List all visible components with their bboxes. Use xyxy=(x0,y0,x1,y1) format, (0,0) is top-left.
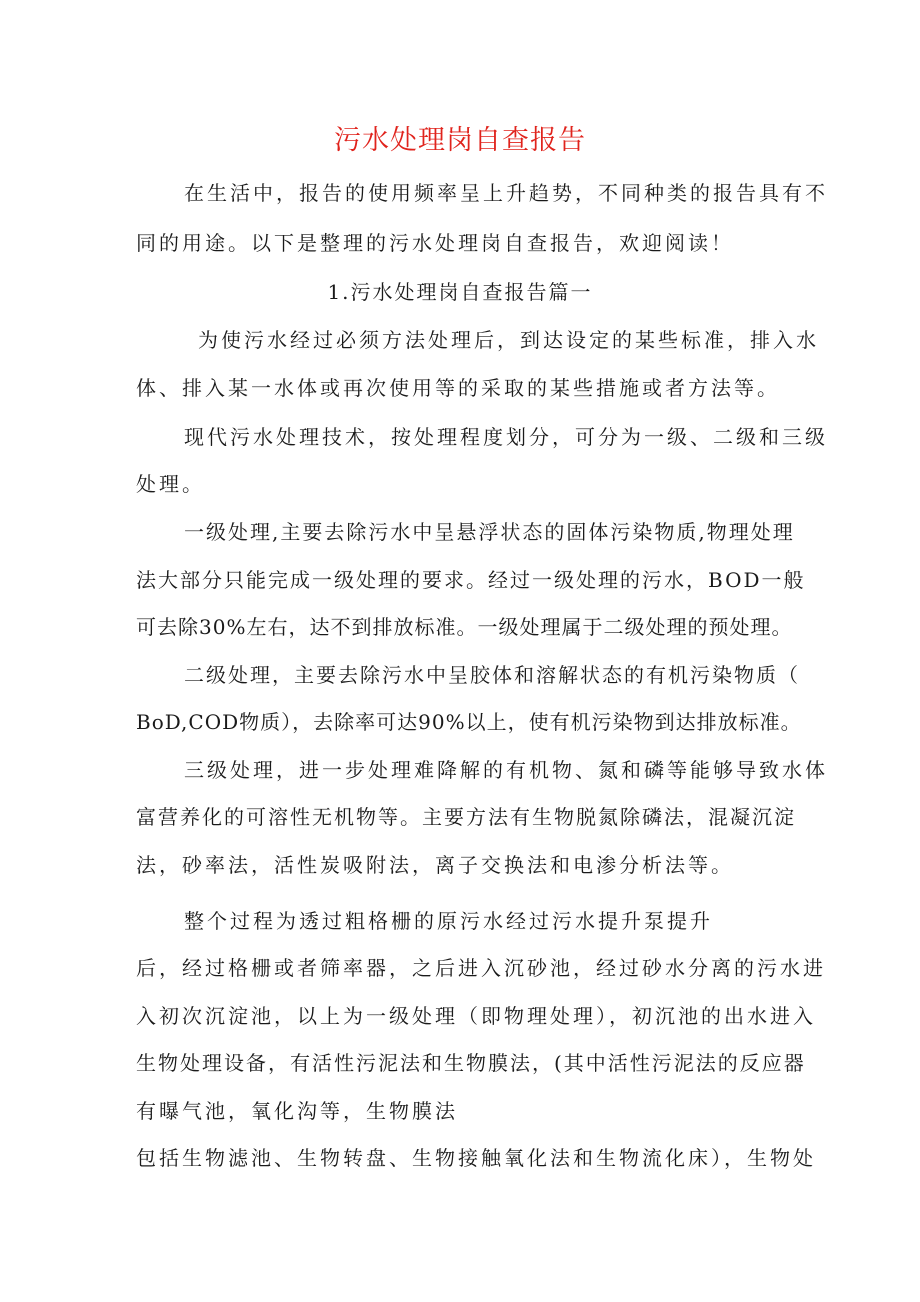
para6-line-2: 后，经过格栅或者筛率器，之后进入沉砂池，经过砂水分离的污水进 xyxy=(136,956,826,980)
para1-line-1: 为使污水经过必须方法处理后，到达设定的某些标准，排入水 xyxy=(198,328,819,352)
para6-line-3: 入初次沉淀池，以上为一级处理（即物理处理），初沉池的出水进入 xyxy=(136,1004,816,1028)
para6-line-4: 生物处理设备，有活性污泥法和生物膜法，(其中活性污泥法的反应器 xyxy=(136,1051,806,1075)
para2-line-1: 现代污水处理技术，按处理程度划分，可分为一级、二级和三级 xyxy=(184,425,828,449)
para1-line-2: 体、排入某一水体或再次使用等的采取的某些措施或者方法等。 xyxy=(136,376,780,400)
para2-line-2: 处理。 xyxy=(136,472,205,496)
para6-line-6: 包括生物滤池、生物转盘、生物接触氧化法和生物流化床），生物处 xyxy=(136,1146,816,1170)
para5-line-1: 三级处理，进一步处理难降解的有机物、氮和磷等能够导致水体 xyxy=(184,758,828,782)
page-title: 污水处理岗自查报告 xyxy=(334,125,586,156)
para3-line-1: 一级处理,主要去除污水中呈悬浮状态的固体污染物质,物理处理 xyxy=(184,520,795,544)
para6-line-5: 有曝气池，氧化沟等，生物膜法 xyxy=(136,1099,458,1123)
section-heading: 1.污水处理岗自查报告篇一 xyxy=(327,280,593,304)
intro-line-2: 同的用途。以下是整理的污水处理岗自查报告，欢迎阅读！ xyxy=(136,231,734,255)
para6-line-1: 整个过程为透过粗格栅的原污水经过污水提升泵提升 xyxy=(184,909,713,933)
intro-line-1: 在生活中，报告的使用频率呈上升趋势，不同种类的报告具有不 xyxy=(184,181,828,205)
para3-line-3: 可去除30%左右，达不到排放标准。一级处理属于二级处理的预处理。 xyxy=(136,615,793,639)
para5-line-3: 法，砂率法，活性炭吸附法，离子交换法和电渗分析法等。 xyxy=(136,853,734,877)
para3-line-2: 法大部分只能完成一级处理的要求。经过一级处理的污水，BOD一般 xyxy=(136,568,806,592)
para4-line-2: BoD,COD物质），去除率可达90%以上，使有机污染物到达排放标准。 xyxy=(136,710,802,734)
para5-line-2: 富营养化的可溶性无机物等。主要方法有生物脱氮除磷法，混凝沉淀 xyxy=(136,805,796,829)
para4-line-1: 二级处理，主要去除污水中呈胶体和溶解状态的有机污染物质（ xyxy=(184,663,800,687)
